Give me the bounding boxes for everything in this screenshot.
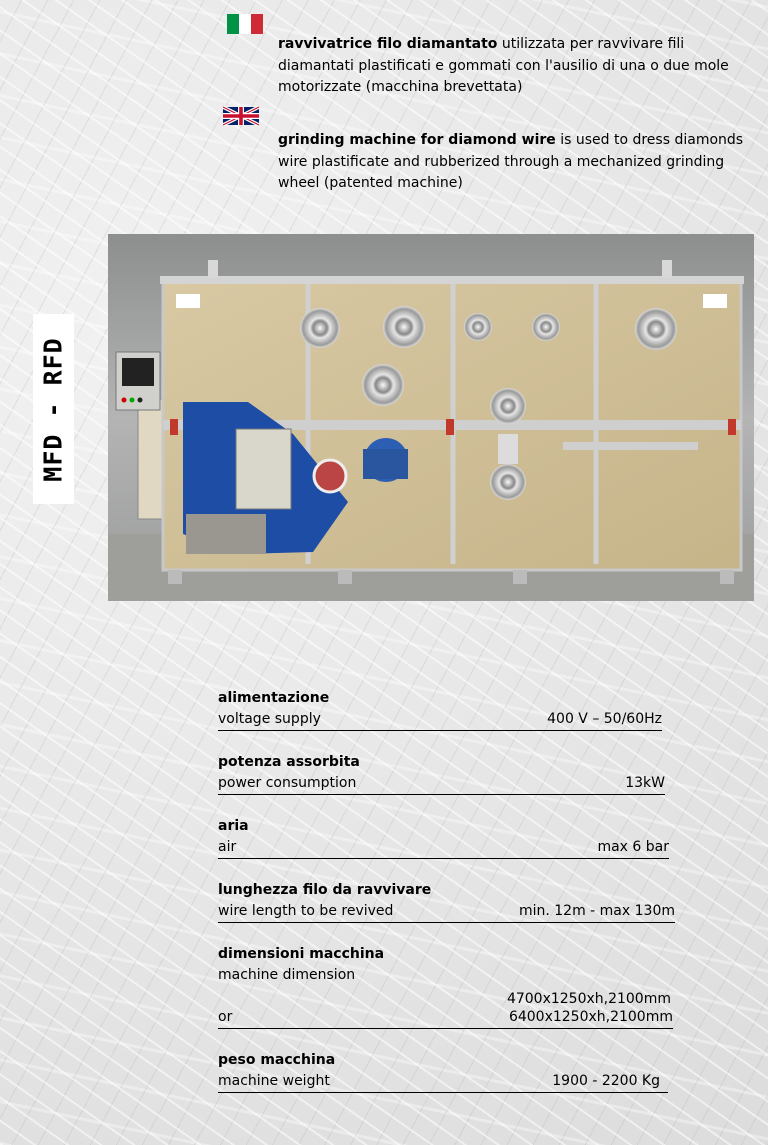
spec-title-wire-length: lunghezza filo da ravvivare xyxy=(218,882,432,898)
spec-value-dimensions-1: 4700x1250xh,2100mm xyxy=(506,991,671,1007)
spec-title-air: aria xyxy=(218,818,249,834)
spec-label-dimensions: machine dimension xyxy=(218,967,356,983)
spec-label-power: power consumption xyxy=(218,775,357,791)
italian-flag-icon xyxy=(227,14,263,34)
spec-label-voltage: voltage supply xyxy=(218,711,321,727)
spec-row-voltage xyxy=(218,709,662,731)
description-english-text: is used to dress diamonds wire plastificate and rubberized through a mechanized grinding wheel (patented machine) xyxy=(278,132,744,191)
spec-row-weight xyxy=(218,1071,668,1093)
spec-value-wire-length: min. 12m - max 130m xyxy=(518,903,675,919)
spec-row-dimensions-2 xyxy=(218,1007,673,1029)
spec-row-dimensions-1 xyxy=(218,986,671,1007)
uk-flag-icon xyxy=(223,106,259,126)
spec-title-weight: peso macchina xyxy=(218,1052,336,1068)
spec-label-wire-length: wire length to be revived xyxy=(218,903,394,919)
spec-row-air xyxy=(218,837,669,859)
description-italian-text: utilizzata per ravvivare fili diamantati plastificati e gommati con l'ausilio di una o due mole motorizzate (macchina brevettata) xyxy=(278,36,729,95)
spec-title-dimensions: dimensioni macchina xyxy=(218,946,385,962)
spec-value-voltage: 400 V – 50/60Hz xyxy=(547,711,662,727)
spec-value-weight: 1900 - 2200 Kg xyxy=(552,1073,660,1089)
spec-value-dimensions-2: 6400x1250xh,2100mm xyxy=(508,1009,673,1025)
spec-value-air: max 6 bar xyxy=(597,839,669,855)
machine-photo xyxy=(108,234,754,601)
side-logo-text: MFD - RFD xyxy=(39,336,68,482)
spec-label-weight: machine weight xyxy=(218,1073,330,1089)
spec-row-wire-length xyxy=(218,901,675,923)
side-logo xyxy=(33,314,74,504)
spec-label-air: air xyxy=(218,839,237,855)
spec-value-power: 13kW xyxy=(625,775,665,791)
spec-label-or: or xyxy=(218,1009,233,1025)
description-english xyxy=(278,130,758,195)
spec-title-power: potenza assorbita xyxy=(218,754,360,770)
description-italian xyxy=(278,34,758,99)
specifications xyxy=(218,688,678,1093)
spec-row-power xyxy=(218,773,665,795)
spec-title-voltage: alimentazione xyxy=(218,690,330,706)
description-english-title: grinding machine for diamond wire xyxy=(278,132,556,148)
description-italian-title: ravvivatrice filo diamantato xyxy=(278,36,498,52)
